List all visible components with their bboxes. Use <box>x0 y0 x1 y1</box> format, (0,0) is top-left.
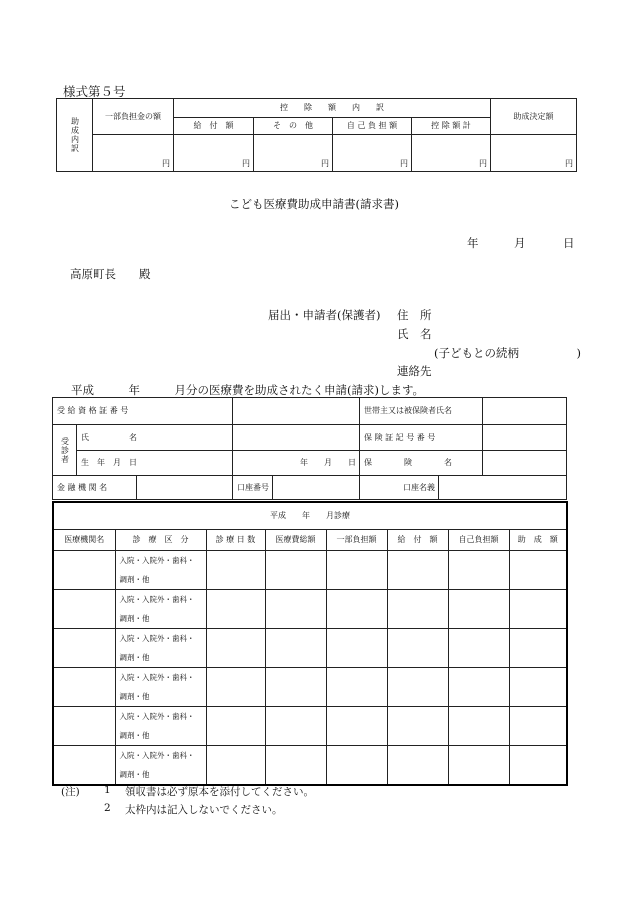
table-cell[interactable] <box>448 628 509 667</box>
form-title: こども医療費助成申請書(請求書) <box>229 197 399 211</box>
insurance-name-field[interactable] <box>483 451 567 476</box>
category-options: 入院・入院外・歯科・ <box>119 711 195 721</box>
category-options: 入院・入院外・歯科・ <box>119 672 195 682</box>
header-partial-burden: 一部負担額 <box>326 529 387 550</box>
table-cell[interactable] <box>448 706 509 745</box>
other-yen[interactable]: 円 <box>254 135 333 172</box>
category-options: 入院・入院外・歯科・ <box>119 750 195 760</box>
category-options: 入院・入院外・歯科・ <box>119 633 195 643</box>
table-cell[interactable] <box>206 667 265 706</box>
birthdate-field[interactable]: 年 月 日 <box>233 451 360 476</box>
category-options-cont: 調剤・他 <box>119 652 150 662</box>
category-options: 入院・入院外・歯科・ <box>119 555 195 565</box>
address-label: 住 所 <box>397 308 432 322</box>
table-cell[interactable] <box>387 745 448 785</box>
recipient-number-field[interactable] <box>233 398 360 425</box>
date-day: 日 <box>563 236 575 250</box>
contact-label: 連絡先 <box>397 364 432 378</box>
date-month: 月 <box>514 236 526 250</box>
patient-label: 受診者 <box>53 425 77 476</box>
header-subsidy: 助 成 額 <box>509 529 567 550</box>
medical-table <box>52 501 568 786</box>
table-cell[interactable] <box>326 745 387 785</box>
partial-burden-header: 一部負担金の額 <box>93 99 174 135</box>
table-cell[interactable] <box>265 667 326 706</box>
table-cell[interactable] <box>509 589 567 628</box>
table-cell[interactable] <box>206 550 265 589</box>
category-options-cont: 調剤・他 <box>119 691 150 701</box>
treatment-period: 平成 年 月診療 <box>53 502 567 529</box>
table-cell[interactable] <box>326 628 387 667</box>
table-cell[interactable] <box>509 667 567 706</box>
breakdown-side-label: 助成内訳 <box>57 99 93 172</box>
self-burden-yen[interactable]: 円 <box>333 135 412 172</box>
insurance-symbol-label: 保 険 証 記 号 番 号 <box>360 425 483 451</box>
table-cell[interactable] <box>265 589 326 628</box>
table-cell[interactable] <box>387 628 448 667</box>
header-benefit: 給 付 額 <box>387 529 448 550</box>
birthdate-label: 生 年 月 日 <box>77 451 233 476</box>
table-cell[interactable] <box>206 589 265 628</box>
info-table <box>52 397 567 500</box>
table-row <box>53 589 567 628</box>
table-cell[interactable] <box>206 745 265 785</box>
header-category: 診 療 区 分 <box>115 529 206 550</box>
date-year: 年 <box>467 236 479 250</box>
insurance-name-label: 保 険 名 <box>360 451 483 476</box>
account-holder-label: 口座名義 <box>360 476 439 500</box>
account-holder-field[interactable] <box>439 476 567 500</box>
table-cell[interactable] <box>326 706 387 745</box>
request-sentence: 平成 年 月分の医療費を助成されたく申請(請求)します。 <box>71 383 425 397</box>
table-cell[interactable] <box>448 589 509 628</box>
account-number-label: 口座番号 <box>233 476 273 500</box>
addressee: 高原町長 殿 <box>70 267 151 281</box>
category-cell[interactable] <box>115 745 206 785</box>
householder-field[interactable] <box>483 398 567 425</box>
table-cell[interactable] <box>509 706 567 745</box>
table-cell[interactable] <box>387 667 448 706</box>
category-options-cont: 調剤・他 <box>119 613 150 623</box>
note-2-text: 太枠内は記入しないでください。 <box>125 804 283 816</box>
householder-label: 世帯主又は被保険者氏名 <box>360 398 483 425</box>
header-total-cost: 医療費総額 <box>265 529 326 550</box>
relation-label: (子どもとの続柄 ) <box>434 346 581 360</box>
table-cell[interactable] <box>509 628 567 667</box>
table-cell[interactable] <box>326 667 387 706</box>
table-cell[interactable] <box>53 667 115 706</box>
insurance-symbol-field[interactable] <box>483 425 567 451</box>
table-row <box>53 706 567 745</box>
table-cell[interactable] <box>53 706 115 745</box>
header-institution: 医療機関名 <box>53 529 115 550</box>
table-cell[interactable] <box>509 550 567 589</box>
category-options-cont: 調剤・他 <box>119 730 150 740</box>
table-cell[interactable] <box>206 628 265 667</box>
deduction-table <box>56 98 577 172</box>
deduction-total-yen[interactable]: 円 <box>412 135 491 172</box>
bank-name-field[interactable] <box>137 476 233 500</box>
category-cell[interactable] <box>115 628 206 667</box>
table-cell[interactable] <box>448 550 509 589</box>
category-cell[interactable] <box>115 667 206 706</box>
table-cell[interactable] <box>448 667 509 706</box>
applicant-label: 届出・申請者(保護者) <box>268 308 381 322</box>
table-cell[interactable] <box>53 745 115 785</box>
table-row <box>53 628 567 667</box>
table-cell[interactable] <box>206 706 265 745</box>
table-cell[interactable] <box>53 628 115 667</box>
table-cell[interactable] <box>387 550 448 589</box>
category-options: 入院・入院外・歯科・ <box>119 594 195 604</box>
decision-amount-yen[interactable]: 円 <box>491 135 577 172</box>
category-cell[interactable] <box>115 550 206 589</box>
table-row <box>53 550 567 589</box>
table-cell[interactable] <box>265 628 326 667</box>
table-cell[interactable] <box>265 550 326 589</box>
table-cell[interactable] <box>509 745 567 785</box>
table-cell[interactable] <box>326 589 387 628</box>
table-cell[interactable] <box>265 745 326 785</box>
note-1-text: 領収書は必ず原本を添付してください。 <box>125 786 314 798</box>
note-1-number: 1 <box>104 784 111 796</box>
header-days: 診 療 日 数 <box>206 529 265 550</box>
other-header: そ の 他 <box>254 118 333 135</box>
name-label: 氏 名 <box>397 327 432 341</box>
category-cell[interactable] <box>115 589 206 628</box>
table-cell[interactable] <box>53 550 115 589</box>
table-cell[interactable] <box>448 745 509 785</box>
deduction-header: 控 除 額 内 訳 <box>174 99 491 118</box>
table-cell[interactable] <box>53 589 115 628</box>
table-cell[interactable] <box>387 589 448 628</box>
table-cell[interactable] <box>387 706 448 745</box>
benefit-header: 給 付 額 <box>174 118 254 135</box>
category-options-cont: 調剤・他 <box>119 574 150 584</box>
table-row <box>53 667 567 706</box>
deduction-total-header: 控 除 額 計 <box>412 118 491 135</box>
header-self-burden: 自己負担額 <box>448 529 509 550</box>
form-number: 様式第５号 <box>63 84 126 99</box>
category-options-cont: 調剤・他 <box>119 769 150 779</box>
patient-name-field[interactable] <box>233 425 360 451</box>
category-cell[interactable] <box>115 706 206 745</box>
note-2-number: 2 <box>104 802 111 814</box>
patient-name-label: 氏 名 <box>77 425 233 451</box>
bank-name-label: 金 融 機 関 名 <box>53 476 137 500</box>
table-row <box>53 745 567 785</box>
notes-label: (注) <box>61 786 80 798</box>
decision-amount-header: 助成決定額 <box>491 99 577 135</box>
table-cell[interactable] <box>265 706 326 745</box>
partial-burden-yen[interactable]: 円 <box>93 135 174 172</box>
table-cell[interactable] <box>326 550 387 589</box>
recipient-number-label: 受 給 資 格 証 番 号 <box>53 398 233 425</box>
account-number-field[interactable] <box>273 476 360 500</box>
benefit-yen[interactable]: 円 <box>174 135 254 172</box>
self-burden-header: 自 己 負 担 額 <box>333 118 412 135</box>
